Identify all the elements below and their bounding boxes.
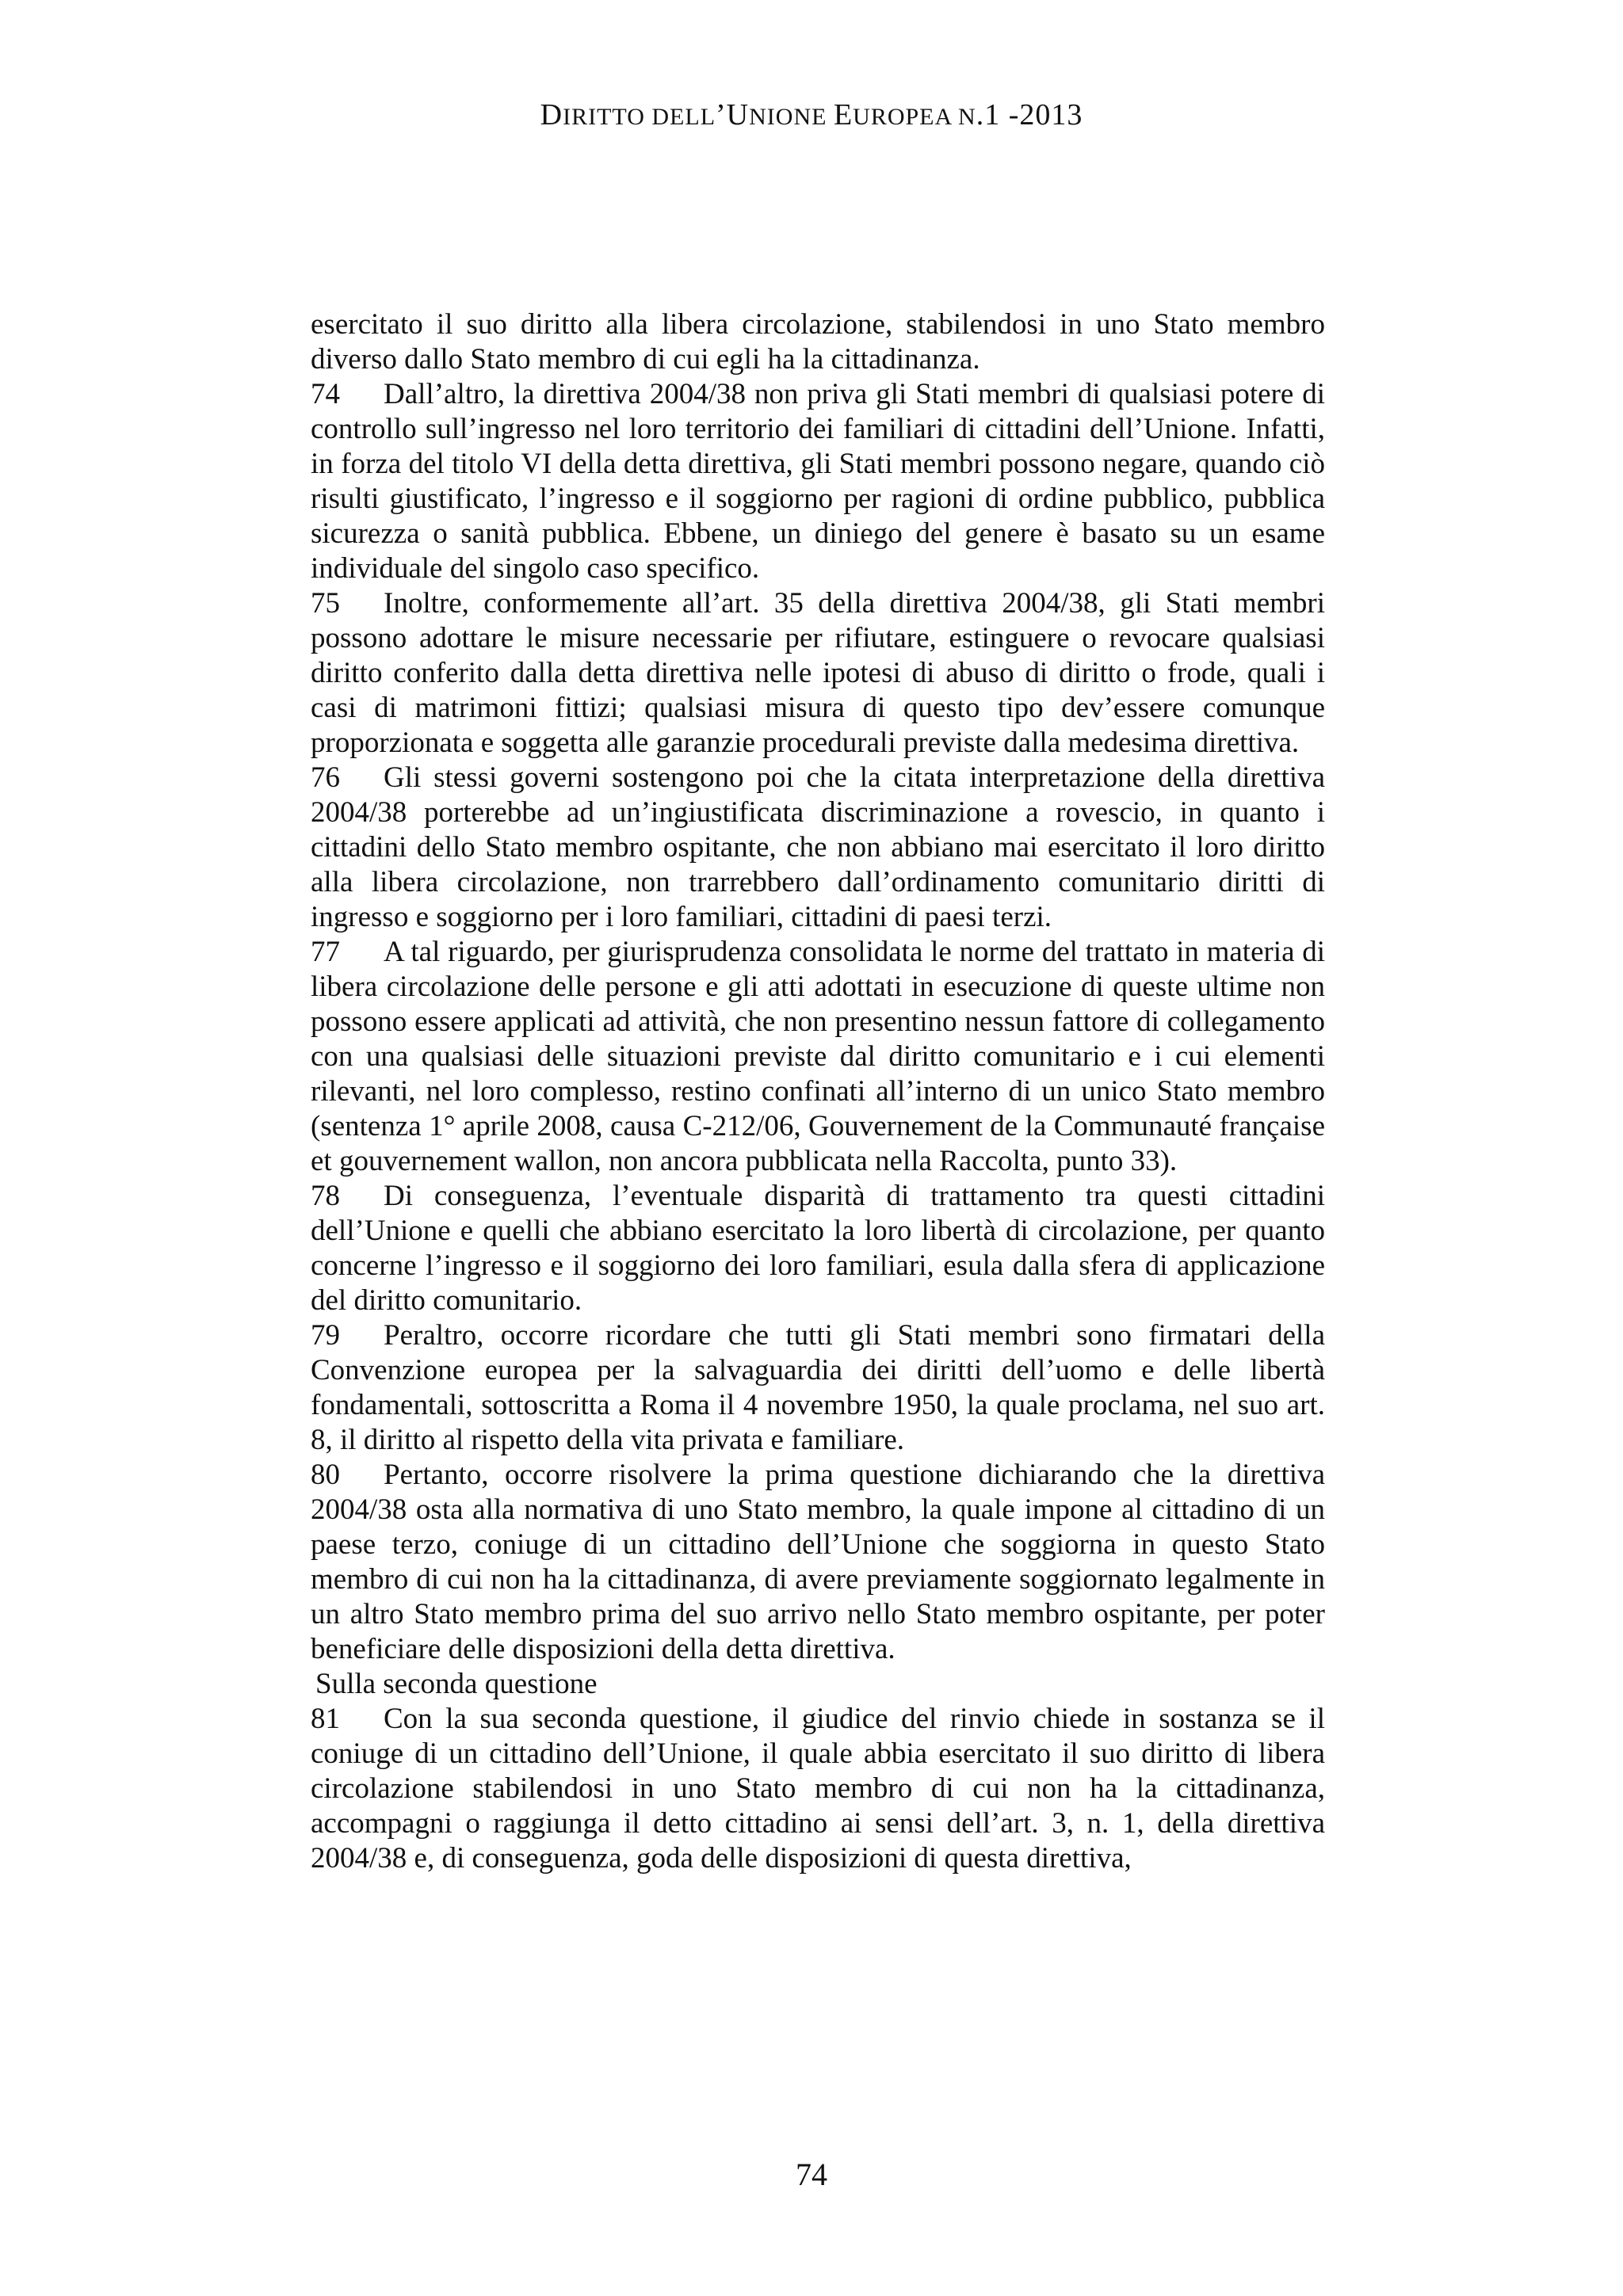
paragraph-number: 75 [311, 587, 340, 620]
numbered-paragraph [311, 1179, 1325, 1318]
header-title-part: IRITTO DELL [563, 104, 716, 130]
paragraph-text: Inoltre, conformemente all’art. 35 della direttiva 2004/38, gli Stati membri possono adottare le misure necessarie per rifiutare, estinguere o revocare qualsiasi diritto conferito dalla detta direttiva nelle ipotesi di abuso di diritto o frode, quali i casi di matrimoni fittizi; qualsiasi misura di questo tipo dev’essere comunque proporzionata e soggetta alle garanzie procedurali previste dalla medesima direttiva. [311, 587, 1325, 759]
paragraph-text: Con la sua seconda questione, il giudice del rinvio chiede in sostanza se il coniuge di un cittadino dell’Unione, il quale abbia esercitato il suo diritto di libera circolazione stabilendosi in uno Stato membro di cui non ha la cittadinanza, accompagni o raggiunga il detto cittadino ai sensi dell’art. 3, n. 1, della direttiva 2004/38 e, di conseguenza, goda delle disposizioni di questa direttiva, [311, 1703, 1325, 1875]
header-title-part: E [833, 98, 854, 132]
paragraph-number: 81 [311, 1703, 340, 1735]
paragraph-number: 78 [311, 1180, 340, 1212]
header-title-part: .1 -2013 [976, 98, 1083, 132]
numbered-paragraph [311, 761, 1325, 935]
paragraph-text: A tal riguardo, per giurisprudenza consolidata le norme del trattato in materia di libera circolazione delle persone e gli atti adottati in esecuzione di queste ultime non possono essere applicati ad attività, che non presentino nessun fattore di collegamento con una qualsiasi delle situazioni previste dal diritto comunitario e i cui elementi rilevanti, nel loro complesso, restino confinati all’interno di un unico Stato membro (sentenza 1° aprile 2008, causa C‑212/06, Gouvernement de la Communauté française et gouvernement wallon, non ancora pubblicata nella Raccolta, punto 33). [311, 936, 1325, 1177]
page-number: 74 [796, 2157, 827, 2192]
header-title-part: UROPEA N [853, 104, 976, 130]
paragraph-number: 80 [311, 1459, 340, 1491]
paragraph-number: 76 [311, 761, 340, 794]
paragraph-number: 79 [311, 1319, 340, 1352]
numbered-paragraph [311, 935, 1325, 1179]
paragraph-text: Dall’altro, la direttiva 2004/38 non priva gli Stati membri di qualsiasi potere di controllo sull’ingresso nel loro territorio dei familiari di cittadini dell’Unione. Infatti, in forza del titolo VI della detta direttiva, gli Stati membri possono negare, quando ciò risulti giustificato, l’ingresso e il soggiorno per ragioni di ordine pubblico, pubblica sicurezza o sanità pubblica. Ebbene, un diniego del genere è basato su un esame individuale del singolo caso specifico. [311, 378, 1325, 585]
header-title-part: D [540, 98, 563, 132]
paragraph-list-after [311, 1702, 1325, 1876]
numbered-paragraph [311, 377, 1325, 586]
header-title-part: NIONE [749, 104, 834, 130]
section-subheading: Sulla seconda questione [315, 1668, 598, 1700]
numbered-paragraph [311, 1458, 1325, 1667]
running-header [0, 97, 1623, 135]
paragraph-text: Pertanto, occorre risolvere la prima questione dichiarando che la direttiva 2004/38 osta alla normativa di uno Stato membro, la quale impone al cittadino di un paese terzo, coniuge di un cittadino dell’Unione che soggiorna in questo Stato membro di cui non ha la cittadinanza, di avere previamente soggiornato legalmente in un altro Stato membro prima del suo arrivo nello Stato membro ospitante, per poter beneficiare delle disposizioni della detta direttiva. [311, 1459, 1325, 1665]
paragraph-list [311, 377, 1325, 1667]
paragraph-text: Gli stessi governi sostengono poi che la citata interpretazione della direttiva 2004/38 porterebbe ad un’ingiustificata discriminazione a rovescio, in quanto i cittadini dello Stato membro ospitante, che non abbiano mai esercitato il loro diritto alla libera circolazione, non trarrebbero dall’ordinamento comunitario diritti di ingresso e soggiorno per i loro familiari, cittadini di paesi terzi. [311, 761, 1325, 933]
document-body [311, 307, 1325, 1876]
paragraph-number: 74 [311, 378, 340, 410]
numbered-paragraph [311, 1318, 1325, 1458]
numbered-paragraph [311, 1702, 1325, 1876]
paragraph-text: Peraltro, occorre ricordare che tutti gli Stati membri sono firmatari della Convenzione europea per la salvaguardia dei diritti dell’uomo e delle libertà fondamentali, sottoscritta a Roma il 4 novembre 1950, la quale proclama, nel suo art. 8, il diritto al rispetto della vita privata e familiare. [311, 1319, 1325, 1456]
continuation-paragraph: esercitato il suo diritto alla libera circolazione, stabilendosi in uno Stato membro diverso dallo Stato membro di cui egli ha la cittadinanza. [311, 308, 1325, 376]
paragraph-text: Di conseguenza, l’eventuale disparità di trattamento tra questi cittadini dell’Unione e quelli che abbiano esercitato la loro libertà di circolazione, per quanto concerne l’ingresso e il soggiorno dei loro familiari, esula dalla sfera di applicazione del diritto comunitario. [311, 1180, 1325, 1317]
numbered-paragraph [311, 586, 1325, 761]
header-title-part: ’U [716, 98, 750, 132]
paragraph-number: 77 [311, 936, 340, 968]
